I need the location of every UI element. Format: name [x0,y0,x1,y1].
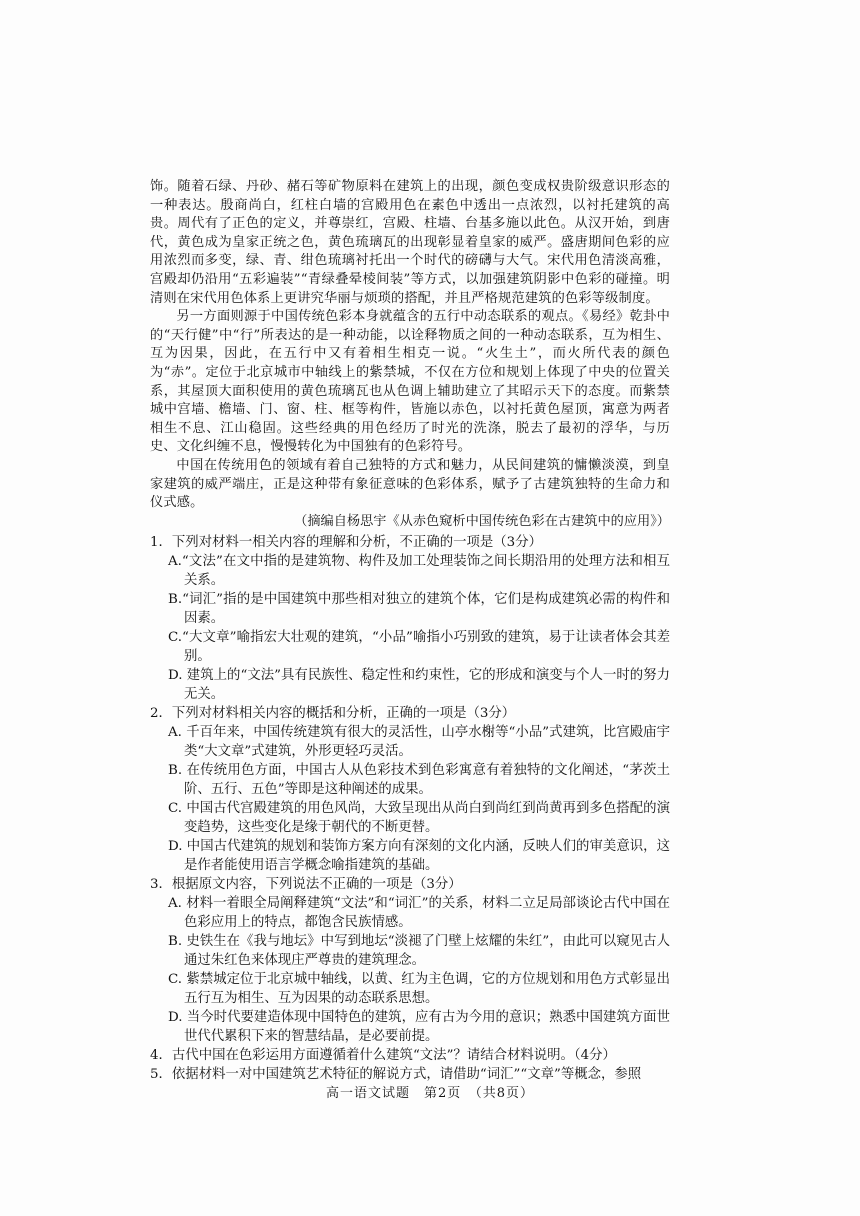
option-c: C. 紫禁城定位于北京城中轴线，以黄、红为主色调，它的方位规划和用色方式彰显出五行互为相生、互为因果的动态联系思想。 [168,972,670,1007]
option-c: C.“大文章”喻指宏大壮观的建筑，“小品”喻指小巧别致的建筑，易于让读者体会其差别。 [168,630,670,665]
option-d: D. 当今时代要建造体现中国特色的建筑，应有古为今用的意识；熟悉中国建筑方面世世代代累积下来的智慧结晶，是必要前提。 [168,1010,670,1045]
question-stem: 4．古代中国在色彩运用方面遵循着什么建筑“文法”？请结合材料说明。（4分） [150,1048,616,1064]
passage-paragraph-2: 另一方面则源于中国传统色彩本身就蕴含的五行中动态联系的观点。《易经》乾卦中的“天行健”中“行”所表达的是一种动能，以诠释物质之间的一种动态联系，互为相生、互为因果，因此，在五行中又有着相生相克一说。“火生土”，而火所代表的颜色为“赤”。定位于北京城市中轴线上的紫禁城，不仅在方位和规划上体现了中央的位置关系，其屋顶大面积使用的黄色琉璃瓦也从色调上辅助建立了其昭示天下的态度。而紫禁城中宫墙、檐墙、门、窗、柱、框等构件，皆施以赤色，以衬托黄色屋顶，寓意为两者相生不息、江山稳固。这些经典的用色经历了时光的洗涤，脱去了最初的浮华，与历史、文化纠缠不息，慢慢转化为中国独有的色彩符号。 [150,309,670,455]
option-b: B. 在传统用色方面，中国古人从色彩技术到色彩寓意有着独特的文化阐述，“茅茨土阶、五行、五色”等即是这种阐述的成果。 [168,763,670,798]
question-stem: 3．根据原文内容，下列说法不正确的一项是（3分） [150,877,462,893]
option-b: B. 史铁生在《我与地坛》中写到地坛“淡褪了门壁上炫耀的朱红”，由此可以窥见古人通过朱红色来体现庄严尊贵的建筑理念。 [168,934,670,969]
option-d: D. 中国古代建筑的规划和装饰方案方向有深刻的文化内涵，反映人们的审美意识，这是作者能使用语言学概念喻指建筑的基础。 [168,839,670,874]
question-stem: 2．下列对材料相关内容的概括和分析，正确的一项是（3分） [150,706,516,722]
passage-paragraph-1: 饰。随着石绿、丹砂、赭石等矿物原料在建筑上的出现，颜色变成权贵阶级意识形态的一种表达。殷商尚白，红柱白墙的宫殿用色在素色中透出一点浓烈，以衬托建筑的高贵。周代有了正色的定义，并尊崇红，宫殿、柱墙、台基多施以此色。从汉开始，到唐代，黄色成为皇家正统之色，黄色琉璃瓦的出现彰显着皇家的威严。盛唐期间色彩的应用浓烈而多变，绿、青、绀色琉璃衬托出一个时代的磅礴与大气。宋代用色清淡高雅，宫殿却仍沿用“五彩遍装”“青绿叠晕棱间装”等方式，以加强建筑阴影中色彩的碰撞。明清则在宋代用色体系上更讲究华丽与烦琐的搭配，并且严格规范建筑的色彩等级制度。 [150,179,670,306]
question-4 [150,1046,670,1065]
option-d: D. 建筑上的“文法”具有民族性、稳定性和约束性，它的形成和演变与个人一时的努力无关。 [168,668,670,703]
question-1 [150,533,670,704]
question-stem: 5．依据材料一对中国建筑艺术特征的解说方式，请借助“词汇”“文章”等概念，参照 [150,1067,642,1083]
passage-paragraph-3: 中国在传统用色的领域有着自己独特的方式和魅力，从民间建筑的慵懒淡漠，到皇家建筑的威严端庄，正是这种带有象征意味的色彩体系，赋予了古建筑独特的生命力和仪式感。 [150,457,670,511]
option-b: B.“词汇”指的是中国建筑中那些相对独立的建筑个体，它们是构成建筑必需的构件和因素。 [168,592,670,627]
page-content [150,178,670,1084]
passage-source: （摘编自杨思宇《从赤色窥析中国传统色彩在古建筑中的应用》） [294,513,670,529]
option-a: A. 材料一着眼全局阐释建筑“文法”和“词汇”的关系，材料二立足局部谈论古代中国在色彩应用上的特点，都饱含民族情感。 [168,896,670,931]
page-footer: 高一语文试题 第2页 （共8页） [325,1086,535,1101]
question-2 [150,704,670,875]
option-c: C. 中国古代宫殿建筑的用色风尚，大致呈现出从尚白到尚红到尚黄再到多色搭配的演变趋势，这些变化是缘于朝代的不断更替。 [168,801,670,836]
option-a: A.“文法”在文中指的是建筑物、构件及加工处理装饰之间长期沿用的处理方法和相互关系。 [168,554,670,589]
option-a: A. 千百年来，中国传统建筑有很大的灵活性，山亭水榭等“小品”式建筑，比宫殿庙宇类“大文章”式建筑，外形更轻巧灵活。 [168,725,670,760]
question-3 [150,875,670,1046]
question-stem: 1．下列对材料一相关内容的理解和分析，不正确的一项是（3分） [150,535,542,551]
